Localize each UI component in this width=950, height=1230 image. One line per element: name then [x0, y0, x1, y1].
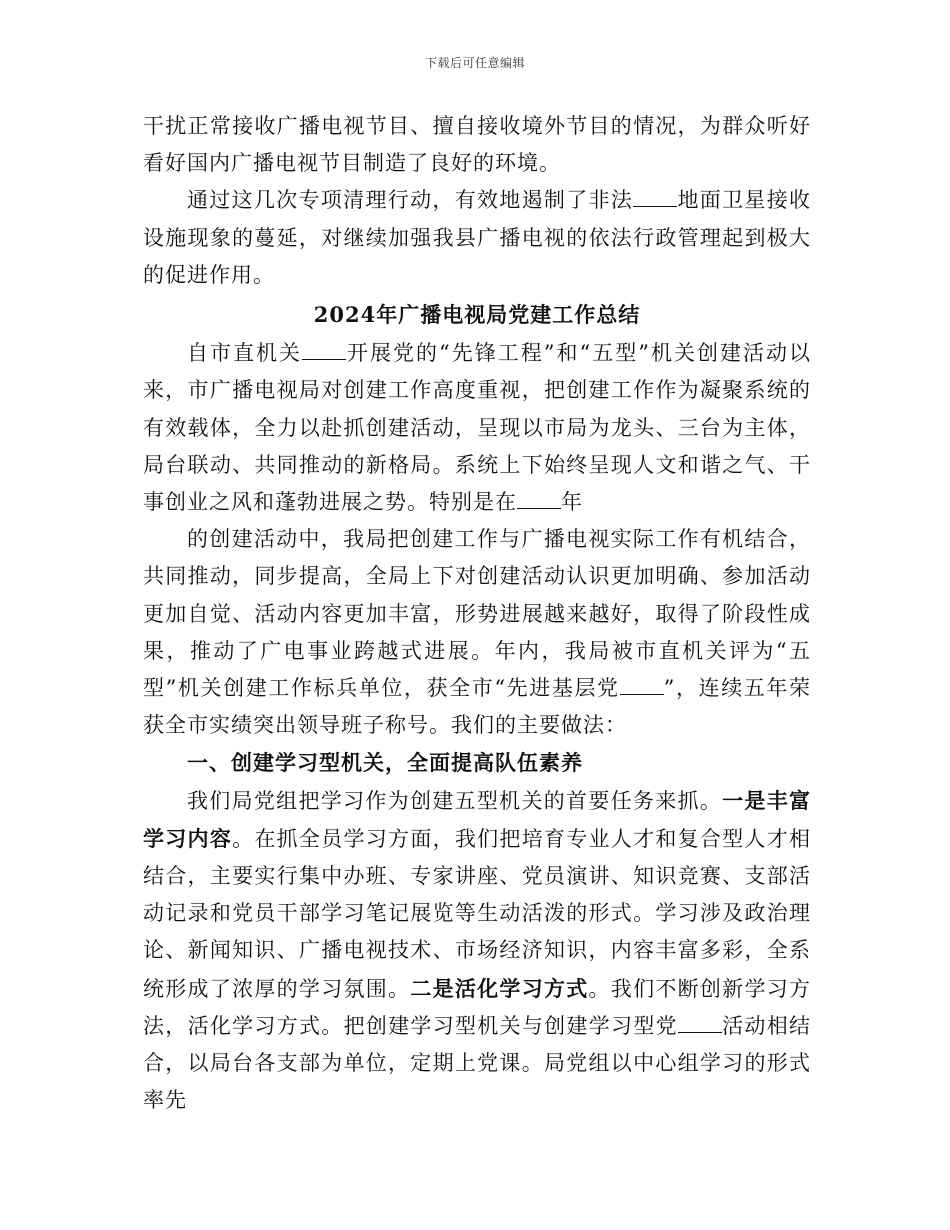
fill-blank	[302, 345, 346, 360]
paragraph-3-text-a: 自市直机关	[187, 341, 303, 366]
paragraph-1	[143, 108, 811, 182]
fill-blank	[633, 192, 677, 207]
paragraph-5	[143, 782, 811, 1120]
paragraph-5-text-b: 。在抓全员学习方面，我们把培育专业人才和复合型人才相结合，主要实行集中办班、专家讲座、党员演讲、知识竞赛、支部活动记录和党员干部学习笔记展览等生动活泼的形式。学习涉及政治理论、新闻知识、广播电视技术、市场经济知识，内容丰富多彩，全系统形成了浓厚的学习氛围。	[143, 826, 812, 1001]
paragraph-5-bold-b: 二是活化学习方式	[410, 975, 589, 1001]
fill-blank	[678, 1018, 722, 1033]
paragraph-2	[143, 182, 811, 294]
paragraph-4-text-b: ”，连续五年荣获全市实绩突出领导班子称号。我们的主要做法：	[143, 676, 811, 738]
paragraph-1-text: 干扰正常接收广播电视节目、擅自接收境外节目的情况，为群众听好看好国内广播电视节目制造了良好的环境。	[143, 114, 811, 176]
paragraph-4	[143, 521, 811, 744]
paragraph-5-text-c: 。我们不断创新学习方法，活化学习方式。把创建学习型机关与创建学习型党	[143, 976, 812, 1038]
paragraph-2-text-b: 地面卫星接收设施现象的蔓延，对继续加强我县广播电视的依法行政管理起到极大的促进作用。	[143, 188, 812, 287]
section-heading-1: 一、创建学习型机关，全面提高队伍素养	[187, 750, 583, 776]
paragraph-3-text-b: 开展党的“先锋工程”和“五型”机关创建活动以来，市广播电视局对创建工作高度重视，把创建工作作为凝聚系统的有效载体，全力以赴抓创建活动，呈现以市局为龙头、三台为主体，局台联动、共同推动的新格局。系统上下始终呈现人文和谐之气、干事创业之风和蓬勃进展之势。特别是在	[143, 341, 811, 515]
document-title: 2024年广播电视局党建工作总结	[313, 302, 641, 328]
paragraph-5-text-d: 活动相结合，以局台各支部为单位，定期上党课。局党组以中心组学习的形式率先	[143, 1013, 812, 1113]
page-header: 下载后可任意编辑	[424, 56, 525, 70]
paragraph-4-text-a: 的创建活动中，我局把创建工作与广播电视实际工作有机结合，共同推动，同步提高，全局上下对创建活动认识更加明确、参加活动更加自觉、活动内容更加丰富，形势进展越来越好，取得了阶段性成果，推动了广电事业跨越式进展。年内，我局被市直机关评为“五型”机关创建工作标兵单位，获全市“先进基层党	[143, 527, 811, 701]
paragraph-5-bold-a: 一是丰富学习内容	[143, 787, 811, 851]
document-body	[143, 108, 811, 1119]
paragraph-2-text-a: 通过这几次专项清理行动，有效地遏制了非法	[187, 188, 634, 213]
fill-blank	[517, 494, 561, 509]
paragraph-5-text-a: 我们局党组把学习作为创建五型机关的首要任务来抓。	[187, 788, 723, 813]
paragraph-3	[143, 335, 811, 521]
paragraph-3-text-c: 年	[561, 490, 583, 515]
fill-blank	[620, 680, 664, 695]
